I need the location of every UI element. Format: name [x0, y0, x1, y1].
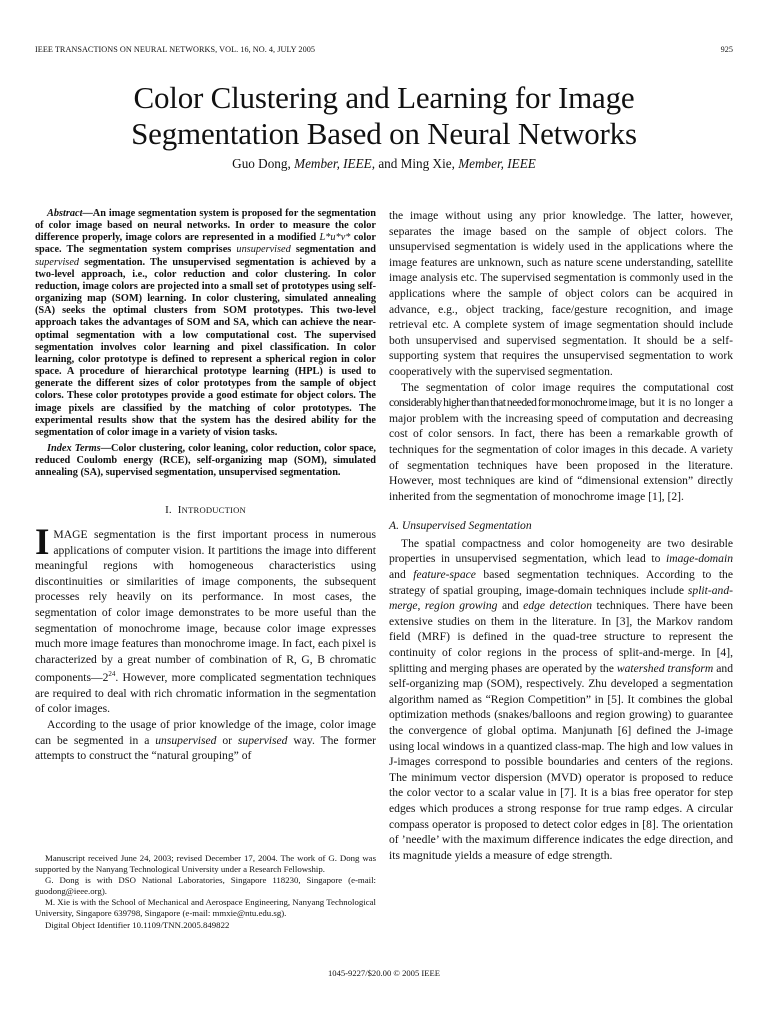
index-terms-label: Index Terms: [47, 442, 101, 454]
copyright-footer: 1045-9227/$20.00 © 2005 IEEE: [327, 968, 441, 978]
left-column: [35, 208, 376, 764]
em-split-and-merge: split-and-merge: [389, 583, 733, 613]
intro-p3-condensed: cost considerably higher than that needed for monochrome image,: [389, 380, 733, 410]
abstract-text-3: segmentation and: [290, 244, 376, 256]
unsup-text-c: based segmentation techniques. According to the strategy of spatial grouping, image-domain techniques include: [389, 568, 734, 597]
intro-p2-text-c-left: way. The former attempts to construct the “natural grouping” of: [35, 733, 376, 763]
abstract-em-supervised: supervised: [35, 256, 80, 268]
abstract: [35, 208, 376, 439]
author-1-role: Member, IEEE,: [294, 156, 376, 171]
index-terms-dash: —: [100, 442, 111, 454]
em-edge-detection: edge detection: [523, 599, 593, 613]
abstract-text-1: An image segmentation system is proposed for the segmentation of color image based on neural networks. In order to measure the color difference properly, image colors are represented in a modified: [35, 208, 376, 244]
unsup-text-d: ,: [417, 599, 425, 613]
footnote-author-2: M. Xie is with the School of Mechanical and Aerospace Engineering, Nanyang Technological University, Singapore 639798, Singapore (e-mail: mmxie@ntu.edu.sg).: [35, 897, 376, 919]
index-terms-text: Color clustering, color leaning, color reduction, color space, reduced Coulomb energy (RCE), self-organizing map (SOM), simulated annealing (SA), supervised segmentation, unsupervised segmentation.: [35, 442, 376, 479]
author-2-role: Member, IEEE: [458, 156, 536, 171]
footnote-doi: Digital Object Identifier 10.1109/TNN.2005.849822: [45, 919, 230, 930]
title-line-2: Segmentation Based on Neural Networks: [131, 116, 637, 151]
page-number: 925: [720, 45, 733, 54]
intro-p2-text-b: or: [216, 733, 238, 747]
intro-p2-em-supervised: supervised: [237, 733, 288, 747]
abstract-text-2: color space. The segmentation system comprises: [35, 232, 376, 256]
author-line: [0, 156, 768, 172]
running-header: [35, 45, 733, 54]
intro-p1-text: MAGE segmentation is the first important process in numerous applications of computer vision. It partitions the image into different meaningful regions with homogeneous characteristics using discontinuities or similarities of image components, the subsequent processes rely heavily on its performance. In most cases, the segmentation of color image demonstrates to be more useful than the segmentation of monochrome image, because color image expresses much more image features than monochrome image. In fact, each pixel is characterized by a great number of combination of R, G, B chromatic components—: [35, 528, 376, 685]
intro-p2-text-a: According to the usage of prior knowledge of the image, color image can be segmented in a: [35, 718, 376, 747]
section-heading-introduction: [35, 503, 376, 519]
section-heading-rest: NTRODUCTION: [181, 505, 246, 516]
right-column: [389, 208, 733, 863]
footnotes: [35, 853, 376, 931]
footnote-manuscript: Manuscript received June 24, 2003; revised December 17, 2004. The work of G. Dong was supported by the Nanyang Technological University under a Research Fellowship.: [35, 853, 376, 875]
author-conjunction: and: [378, 156, 398, 171]
abstract-text-4: segmentation. The unsupervised segmentation is achieved by a two-level approach, i.e., color reduction and color clustering. In color reduction, image colors are projected into a small set of prototypes using self-organizing map (SOM) learning. In color clustering, simulated annealing (SA) seeks the optimal clusters from SOM prototypes. This two-level approach takes the advantages of SOM and SA, which can achieve the near-optimal segmentation with a low computational cost. The supervised segmentation involves color learning and pixel classification. In color learning, color prototype is defined to represent a spherical region in color space. A procedure of hierarchical prototype learning (HPL) is used to generate the different sizes of color prototypes from the sample of object colors. These color prototypes provide a good estimate for object colors. The image pixels are classified by the matching of color prototypes. The experimental results show that the system has the desired ability for the segmentation of color image in a variety of vision tasks.: [35, 256, 376, 438]
unsup-text-e: and: [497, 599, 524, 613]
intro-paragraph-2-continued: [389, 208, 733, 380]
exponent-base: 2: [102, 671, 109, 685]
subsection-heading-unsupervised: A. Unsupervised Segmentation: [389, 519, 532, 533]
intro-paragraph-1: [35, 522, 376, 717]
intro-p3-text-a: The segmentation of color image requires the computational: [401, 380, 717, 394]
em-watershed-transform: watershed transform: [616, 661, 714, 675]
index-terms: [35, 443, 376, 479]
abstract-label: Abstract: [47, 208, 83, 219]
author-1-name: Guo Dong,: [232, 156, 291, 171]
author-2-name: Ming Xie,: [400, 156, 455, 171]
title-line-1: Color Clustering and Learning for Image: [133, 80, 635, 115]
unsup-text-b: and: [389, 568, 414, 582]
intro-p2-em-unsupervised: unsupervised: [155, 733, 217, 747]
abstract-em-unsupervised: unsupervised: [236, 244, 291, 256]
section-heading-cap: I: [177, 504, 182, 517]
intro-paragraph-3: [389, 380, 733, 505]
unsup-text-a: The spatial compactness and color homogeneity are two desirable properties in unsupervised segmentation, which lead to: [389, 536, 733, 566]
intro-p1-end: . However, more complicated segmentation techniques are required to deal with rich chromatic information in the segmentation of color images.: [35, 671, 376, 716]
em-feature-space: feature-space: [413, 568, 476, 582]
exponent: 24: [108, 670, 116, 679]
intro-paragraph-2-start: [35, 717, 376, 764]
footnote-author-1: G. Dong is with DSO National Laboratories, Singapore 118230, Singapore (e-mail: guodong@ieee.org).: [35, 875, 376, 897]
abstract-dash: —: [82, 208, 93, 219]
intro-p3-text-b: but it is no longer a major problem with the increasing speed of computation and decreasing cost of color sensors. In fact, there has been a remarkable growth of techniques for the segmentation of color images in this decade. A variety of segmentation techniques have been proposed in the literature. However, most techniques are kind of “dimensional extension” directly inherited from the segmentation of monochrome image [1], [2].: [389, 396, 733, 503]
section-numeral: I.: [165, 504, 172, 517]
colorspace-symbol: L*u*v*: [319, 232, 351, 244]
unsup-text-g: and self-organizing map (SOM), respectively. Zhu developed a segmentation algorithm named as “Region Competition” in [5]. It combines the global optimization methods (snakes/balloons and region growing) to guarantee the convergence of global optima. Manjunath [6] defined the J-image using local windows in a quantized class-map. The high and low values in J-images correspond to possible boundaries and centers of the regions. The minimum vector dispersion (MVD) operator is proposed to reduce the color vector to a scalar value in [7]. It is a bias free operator for step edges which produces a strong response for true ramp edges. A circular compass operator is proposed to detect color edges in [8]. The orientation of ’needle’ with the maximum difference indicates the edge direction, and its magnitude yields a measure of edge strength.: [389, 661, 733, 862]
paper-title: [0, 80, 768, 152]
journal-info: IEEE TRANSACTIONS ON NEURAL NETWORKS, VOL. 16, NO. 4, JULY 2005: [35, 45, 316, 54]
intro-p2-text-c-right: the image without using any prior knowledge. The latter, however, separates the image based on the sample of object colors. The unsupervised segmentation is widely used in the applications where the image features are unknown, such as nature scene understanding, satellite image analysis etc. The supervised segmentation is commonly used in the applications where the sample of object colors can be acquired in advance, e.g., object tracking, face/gesture recognition, and image retrieval etc. A complete system of image segmentation should include both unsupervised and supervised segmentation. It should be a self-supporting system that requires the unsupervised segmentation to work cooperatively with the supervised segmentation.: [389, 209, 733, 378]
em-image-domain: image-domain: [666, 552, 733, 566]
unsupervised-paragraph-1: [389, 536, 733, 863]
em-region-growing: region growing: [424, 599, 498, 613]
drop-cap: I: [35, 522, 50, 564]
unsup-text-f: techniques. There have been extensive studies on them in the literature. In [3], the Markov random field (MRF) is defined in the quad-tree structure to represent the continuity of color regions in the process of split-and-merge. In [4], splitting and merging phases are operated by the: [389, 599, 734, 675]
